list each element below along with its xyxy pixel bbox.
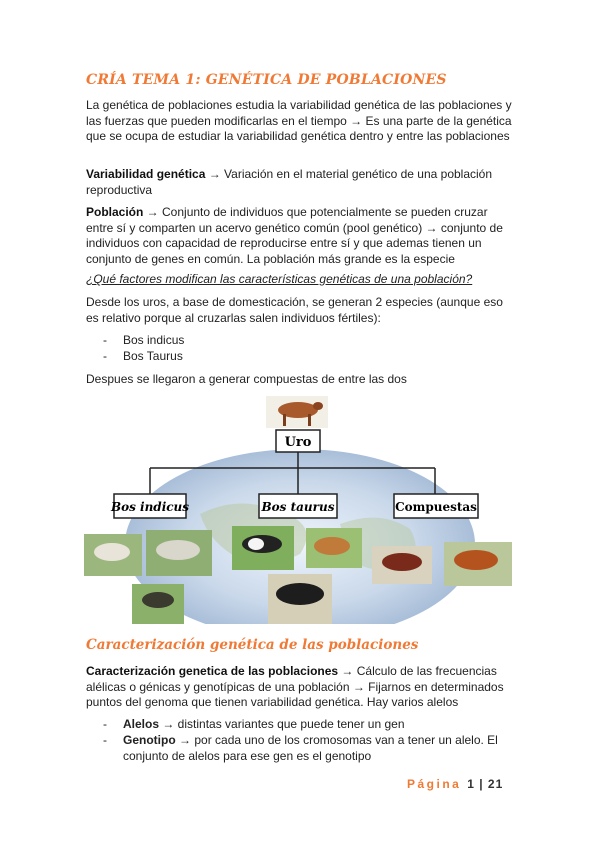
uro-image	[266, 396, 328, 428]
list-item: - Alelos → distintas variantes que puede tener un gen	[103, 717, 405, 731]
footer-label: Página	[407, 777, 462, 791]
cattle-photo-compuestas	[444, 542, 512, 586]
root-label: Uro	[284, 435, 312, 450]
cattle-photo-indicus-2	[146, 530, 212, 576]
branch-label-indicus: Bos indicus	[110, 500, 190, 514]
cattle-photo-taurus-1	[232, 526, 294, 570]
caracterizacion-text: → Cálculo de las frecuencias alélicas o génicas y genotípicas de una población → Fijarnos en determinados puntos del genoma que tienen variabilidad genética. Hay varios alelos	[86, 664, 504, 709]
despues-paragraph: Despues se llegaron a generar compuestas de entre las dos	[86, 372, 407, 386]
cattle-photo-taurus-3	[268, 574, 332, 624]
variabilidad-term: Variabilidad genética	[86, 167, 206, 181]
branch-label-compuestas: Compuestas	[395, 500, 477, 514]
list-item: - Bos indicus	[103, 333, 185, 347]
poblacion-term: Población	[86, 205, 144, 219]
branch-label-taurus: Bos taurus	[261, 500, 335, 514]
genotipo-term: Genotipo	[123, 733, 176, 747]
variabilidad-text: → Variación en el material genético de una población reproductiva	[86, 167, 493, 197]
poblacion-paragraph	[86, 205, 516, 267]
list-item: - Bos Taurus	[103, 349, 183, 363]
uros-paragraph: Desde los uros, a base de domesticación, se generan 2 especies (aunque eso es relativo porque al cruzarlas salen individuos fértiles):	[86, 295, 503, 325]
cattle-photo-taurus-4	[372, 546, 432, 584]
cattle-lineage-diagram	[80, 394, 520, 624]
cattle-photo-taurus-2	[306, 528, 362, 568]
page-footer	[407, 777, 503, 791]
intro-paragraph: La genética de poblaciones estudia la variabilidad genética de las poblaciones y las fuerzas que pueden modificarlas en el tiempo → Es una parte de la genética que se ocupa de estudiar la variabilidad genética dentro y entre las poblaciones	[86, 98, 512, 143]
caracterizacion-paragraph	[86, 664, 516, 711]
cattle-photo-indicus-1	[84, 534, 142, 576]
page-title: CRÍA TEMA 1: GENÉTICA DE POBLACIONES	[86, 72, 447, 88]
variabilidad-paragraph	[86, 167, 516, 198]
species-item: Bos indicus	[123, 333, 185, 347]
species-item: Bos Taurus	[123, 349, 183, 363]
genotipo-text: → por cada uno de los cromosomas van a tener un alelo. El conjunto de alelos para ese gen es el genotipo	[123, 733, 498, 763]
list-item: - Genotipo → por cada uno de los cromosomas van a tener un alelo. El conjunto de alelos para ese gen es el genotipo	[103, 733, 498, 763]
alelos-term: Alelos	[123, 717, 160, 731]
caracterizacion-term: Caracterización genetica de las poblaciones	[86, 664, 339, 678]
poblacion-text: → Conjunto de individuos que potencialmente se pueden cruzar entre sí y comparten un acervo genético común (pool genético) → conjunto de individuos con capacidad de reproducirse entre sí y que ademas tienen un conjunto de genes en común. La población más grande es la especie	[86, 205, 503, 266]
alelos-text: → distintas variantes que puede tener un gen	[159, 717, 405, 731]
cattle-photo-indicus-3	[132, 584, 184, 624]
page-number: 1 | 21	[467, 777, 504, 791]
question-line: ¿Qué factores modifican las características genéticas de una población?	[86, 272, 473, 286]
section-title: Caracterización genética de las poblaciones	[86, 637, 419, 653]
